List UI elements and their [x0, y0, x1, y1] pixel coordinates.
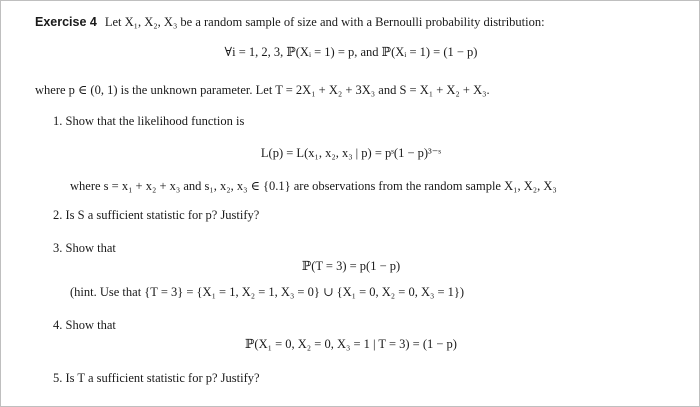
- question-number: 4.: [53, 318, 63, 332]
- question-number: 2.: [53, 208, 63, 222]
- exercise-intro: Let X₁, X₂, X₃ be a random sample of size and with a Bernoulli probability distribution:: [104, 15, 545, 29]
- question-text: Is S a sufficient statistic for p? Justify?: [65, 208, 260, 222]
- t-equals-3-equation: ℙ(T = 3) = p(1 − p): [301, 259, 401, 273]
- question-text: Is T a sufficient statistic for p? Justify?: [65, 371, 260, 385]
- question-number: 5.: [53, 371, 63, 385]
- question-3: [53, 241, 116, 256]
- question-1: [53, 114, 244, 129]
- question-number: 3.: [53, 241, 63, 255]
- conditional-probability-equation: ℙ(X₁ = 0, X₂ = 0, X₃ = 1 | T = 3) = (1 − p): [245, 337, 457, 351]
- exercise-heading: [35, 15, 545, 30]
- likelihood-equation: L(p) = L(x₁, x₂, x₃ | p) = pˢ(1 − p)³⁻ˢ: [260, 146, 442, 160]
- likelihood-note: where s = x₁ + x₂ + x₃ and s₁, x₂, x₃ ∈ {0.1} are observations from the random sample X₁, X₂, X₃: [70, 179, 557, 193]
- question-text: Show that: [65, 241, 116, 255]
- question-4: [53, 318, 116, 333]
- probability-equation: ∀i = 1, 2, 3, ℙ(Xᵢ = 1) = p, and ℙ(Xᵢ = 1) = (1 − p): [224, 45, 478, 59]
- hint-text: (hint. Use that {T = 3} = {X₁ = 1, X₂ = 1, X₃ = 0} ∪ {X₁ = 0, X₂ = 0, X₃ = 1}): [70, 285, 465, 299]
- question-text: Show that the likelihood function is: [65, 114, 245, 128]
- question-number: 1.: [53, 114, 63, 128]
- question-2: [53, 208, 259, 223]
- exercise-label: Exercise 4: [35, 15, 97, 29]
- parameter-definition: where p ∈ (0, 1) is the unknown parameter. Let T = 2X₁ + X₂ + 3X₃ and S = X₁ + X₂ + X₃.: [35, 83, 490, 97]
- question-text: Show that: [65, 318, 116, 332]
- question-5: [53, 371, 260, 386]
